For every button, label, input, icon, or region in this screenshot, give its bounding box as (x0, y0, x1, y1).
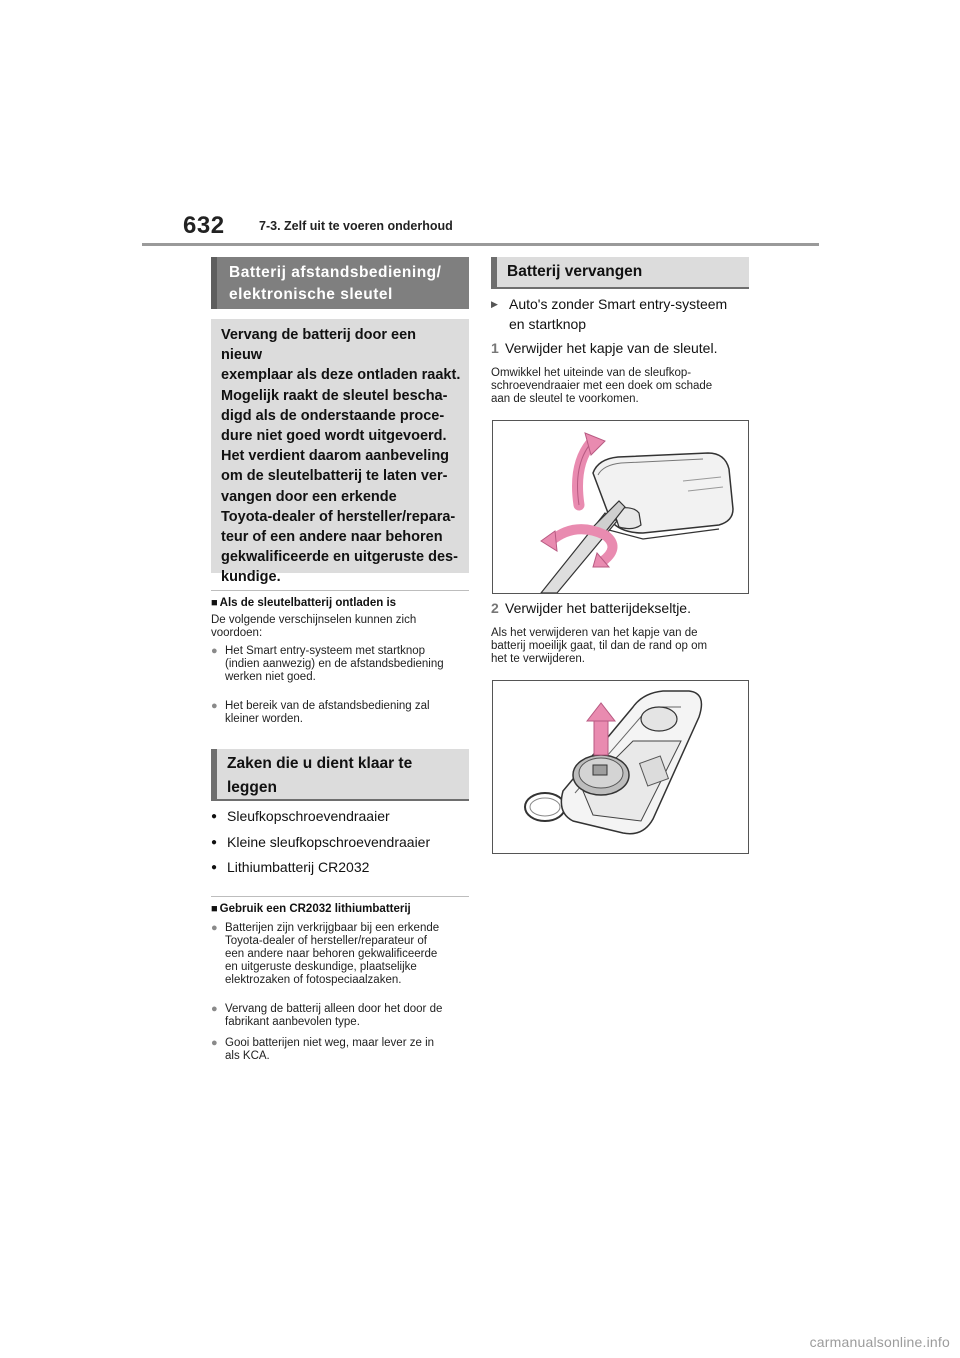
page-number: 632 (183, 212, 225, 239)
note-list-item: ● Batterijen zijn verkrijgbaar bij een erkende Toyota-dealer of hersteller/reparateur of een andere naar behoren gekwalificeerde en uitgeruste deskundige, plaatselijke elektrozaken of fotospeciaalzaken. (211, 922, 440, 986)
round-bullet-icon: ● (211, 811, 218, 822)
section-reference: 7-3. Zelf uit te voeren onderhoud (259, 219, 453, 233)
round-bullet-icon: ● (211, 862, 218, 873)
step-number: 2 (491, 600, 499, 616)
condition-heading: ▶ Auto's zonder Smart entry-systeem en startknop (491, 296, 728, 332)
notice-line: Vervang de batterij door een nieuw (221, 327, 416, 364)
round-bullet-icon: ● (211, 837, 218, 848)
dot-bullet-icon: ● (211, 645, 218, 657)
notice-line: gekwalificeerde en uitgeruste des- (221, 549, 458, 566)
header-rule (142, 243, 819, 246)
square-bullet-icon: ■ (211, 597, 218, 609)
notice-line: dure niet goed wordt uitgevoerd. (221, 428, 447, 445)
step-1-note: Omwikkel het uiteinde van de sleufkop- schroevendraaier met een doek om schade aan de sleutel te voorkomen. (491, 367, 713, 405)
note-list-item: ● Het Smart entry-systeem met startknop (indien aanwezig) en de afstandsbediening werken niet goed. (211, 645, 444, 683)
dot-bullet-icon: ● (211, 1003, 218, 1015)
battery-section-banner (211, 257, 469, 309)
notice-line: exemplaar als deze ontladen raakt. (221, 367, 461, 384)
step-number: 1 (491, 340, 499, 356)
note-heading-battery-empty: ■ Als de sleutelbatterij ontladen is (211, 597, 397, 609)
notice-line: Het verdient daarom aanbeveling (221, 448, 450, 465)
step-2: 2 Verwijder het batterijdekseltje. (491, 600, 691, 616)
notice-line: Toyota-dealer of hersteller/repara- (221, 508, 456, 525)
triangle-bullet-icon: ▶ (491, 299, 498, 309)
notice-line: kundige. (221, 569, 281, 586)
notice-line: vangen door een erkende (221, 488, 397, 505)
dot-bullet-icon: ● (211, 922, 218, 934)
note-list-item: ● Het bereik van de afstandsbediening zal kleiner worden. (211, 700, 430, 725)
tool-list-item: ● Lithiumbatterij CR2032 (211, 859, 370, 875)
figure-remove-cover (492, 420, 749, 594)
note-divider (211, 896, 469, 897)
banner-title-line2: elektronische sleutel (229, 286, 393, 303)
note-intro: De volgende verschijnselen kunnen zich voordoen: (211, 614, 417, 639)
step-2-note: Als het verwijderen van het kapje van de batterij moeilijk gaat, til dan de rand op om het te verwijderen. (491, 627, 708, 665)
warning-notice-box (211, 319, 469, 586)
figure-remove-battery-cover (492, 680, 749, 854)
watermark: carmanualsonline.info (809, 1334, 950, 1350)
note-heading-cr2032: ■ Gebruik een CR2032 lithiumbatterij (211, 903, 411, 915)
step-1: 1 Verwijder het kapje van de sleutel. (491, 340, 718, 356)
replace-section-banner: Batterij vervangen (491, 257, 749, 289)
tool-list-item: ● Kleine sleufkopschroevendraaier (211, 834, 431, 850)
square-bullet-icon: ■ (211, 903, 218, 915)
dot-bullet-icon: ● (211, 700, 218, 712)
notice-line: teur of een andere naar behoren (221, 529, 443, 546)
dot-bullet-icon: ● (211, 1037, 218, 1049)
notice-line: Mogelijk raakt de sleutel bescha- (221, 387, 448, 404)
battery-cover-illustration (493, 681, 748, 853)
banner-title-line1: Batterij afstandsbediening/ (229, 264, 442, 281)
tools-section-banner: Zaken die u dient klaar te leggen (211, 749, 469, 801)
tool-list-item: ● Sleufkopschroevendraaier (211, 808, 390, 824)
notice-line: om de sleutelbatterij te laten ver- (221, 468, 448, 485)
note-divider (211, 590, 469, 591)
note-list-item: ● Vervang de batterij alleen door het door de fabrikant aanbevolen type. (211, 1003, 443, 1028)
key-cover-illustration (493, 421, 748, 593)
note-list-item: ● Gooi batterijen niet weg, maar lever ze in als KCA. (211, 1037, 435, 1062)
notice-line: digd als de onderstaande proce- (221, 407, 445, 424)
